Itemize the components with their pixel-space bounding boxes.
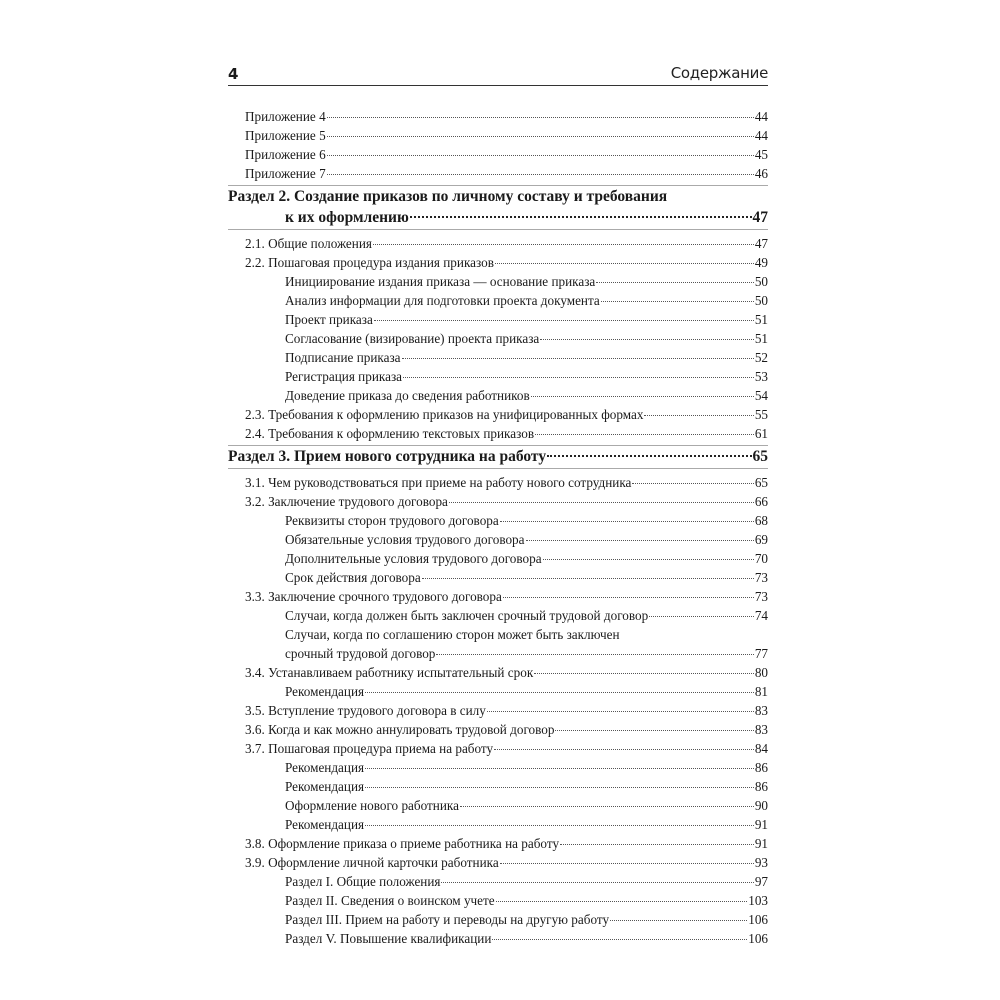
- toc-entry-title: Регистрация приказа: [285, 369, 403, 384]
- toc-entry[interactable]: [228, 720, 768, 739]
- toc-entry-title: 3.2. Заключение трудового договора: [245, 494, 448, 509]
- dot-leader: [327, 155, 754, 156]
- toc-entry-line: [228, 126, 768, 145]
- toc-entry[interactable]: [228, 492, 768, 511]
- toc-page-number: 66: [754, 494, 768, 509]
- toc-entry-title: 3.7. Пошаговая процедура приема на работу: [245, 741, 494, 756]
- toc-entry-title: Рекомендация: [285, 760, 365, 775]
- toc-page-number: 97: [754, 874, 768, 889]
- toc-entry-title: 3.6. Когда и как можно аннулировать трудовой договор: [245, 722, 555, 737]
- toc-entry-line: [228, 891, 768, 910]
- toc-page-number: 51: [754, 331, 768, 346]
- toc-entry-title: Приложение 7: [245, 166, 326, 181]
- toc-entry-title: 3.8. Оформление приказа о приеме работника на работу: [245, 836, 560, 851]
- dot-leader: [365, 825, 754, 826]
- toc-entry-line: [228, 815, 768, 834]
- toc-entry-line: [228, 424, 768, 443]
- toc-entry-line: [228, 367, 768, 386]
- toc-page-number: 54: [754, 388, 768, 403]
- toc-entry[interactable]: [228, 310, 768, 329]
- running-header: [228, 63, 768, 86]
- toc-page-number: 77: [754, 646, 768, 661]
- toc-page-number: 55: [754, 407, 768, 422]
- toc-entry[interactable]: [228, 606, 768, 625]
- toc-entry-line: [228, 568, 768, 587]
- toc-entry-title-continued: к их оформлению: [285, 209, 409, 226]
- dot-leader: [365, 787, 754, 788]
- toc-entry[interactable]: [228, 853, 768, 872]
- toc-entry-title: Доведение приказа до сведения работников: [285, 388, 530, 403]
- toc-entry[interactable]: [228, 405, 768, 424]
- dot-leader: [526, 540, 754, 541]
- toc-entry-title: 2.3. Требования к оформлению приказов на унифицированных формах: [245, 407, 644, 422]
- dot-leader: [496, 901, 748, 902]
- toc-entry[interactable]: [228, 367, 768, 386]
- dot-leader: [436, 654, 753, 655]
- toc-entry-title: 3.9. Оформление личной карточки работника: [245, 855, 499, 870]
- dot-leader: [610, 920, 747, 921]
- toc-entry-line: [228, 530, 768, 549]
- toc-page-number: 61: [754, 426, 768, 441]
- toc-entry[interactable]: [228, 234, 768, 253]
- toc-entry-line: [228, 107, 768, 126]
- toc-entry[interactable]: [228, 568, 768, 587]
- toc-entry-line: [228, 272, 768, 291]
- toc-page-number: 84: [754, 741, 768, 756]
- toc-entry-line: [228, 446, 768, 467]
- dot-leader: [547, 455, 751, 457]
- toc-entry-title: Случаи, когда должен быть заключен срочный трудовой договор: [285, 608, 649, 623]
- toc-entry-title: Раздел 3. Прием нового сотрудника на работу: [228, 448, 547, 465]
- toc-entry-line: [228, 405, 768, 424]
- dot-leader: [543, 559, 754, 560]
- toc-entry-line: [228, 910, 768, 929]
- toc-entry-line: [228, 291, 768, 310]
- toc-entry[interactable]: [228, 164, 768, 183]
- toc-entry-line: [228, 186, 768, 207]
- toc-entry-line: [228, 253, 768, 272]
- page-number: 4: [228, 65, 239, 83]
- toc-entry-title: 2.4. Требования к оформлению текстовых приказов: [245, 426, 535, 441]
- toc-entry[interactable]: [228, 348, 768, 367]
- toc-entry[interactable]: [228, 815, 768, 834]
- toc-entry[interactable]: [228, 511, 768, 530]
- toc-entry-title: Срок действия договора: [285, 570, 421, 585]
- toc-entry[interactable]: [228, 549, 768, 568]
- toc-entry-line: [228, 234, 768, 253]
- toc-page-number: 93: [754, 855, 768, 870]
- toc-entry-title: Раздел I. Общие положения: [285, 874, 441, 889]
- toc-entry-line: [228, 587, 768, 606]
- toc-section-heading[interactable]: [228, 185, 768, 230]
- toc-page-number: 69: [754, 532, 768, 547]
- toc-entry-line: [228, 473, 768, 492]
- dot-leader: [494, 749, 754, 750]
- toc-entry-line: [228, 663, 768, 682]
- toc-page-number: 81: [754, 684, 768, 699]
- toc-entry[interactable]: [228, 834, 768, 853]
- toc-entry-title: Рекомендация: [285, 779, 365, 794]
- dot-leader: [503, 597, 754, 598]
- toc-entry-title: Реквизиты сторон трудового договора: [285, 513, 499, 528]
- toc-entry-line: [228, 625, 768, 644]
- dot-leader: [500, 863, 754, 864]
- toc-entry[interactable]: [228, 107, 768, 126]
- toc-entry[interactable]: [228, 625, 768, 663]
- toc-entry[interactable]: [228, 910, 768, 929]
- toc-entry[interactable]: [228, 739, 768, 758]
- dot-leader: [632, 483, 753, 484]
- toc-entry[interactable]: [228, 291, 768, 310]
- toc-entry-line: [228, 348, 768, 367]
- toc-entry[interactable]: [228, 929, 768, 948]
- dot-leader: [540, 339, 754, 340]
- toc-page-number: 45: [754, 147, 768, 162]
- dot-leader: [441, 882, 753, 883]
- dot-leader: [601, 301, 754, 302]
- toc-entry-title: Случаи, когда по соглашению сторон может быть заключен: [285, 627, 620, 642]
- toc-entry-title: Раздел V. Повышение квалификации: [285, 931, 492, 946]
- toc-entry-title-continued: срочный трудовой договор: [285, 646, 436, 661]
- toc-entry[interactable]: [228, 145, 768, 164]
- toc-page-number: 50: [754, 293, 768, 308]
- dot-leader: [327, 117, 754, 118]
- toc-entry-title: 3.5. Вступление трудового договора в силу: [245, 703, 486, 718]
- toc-page-number: 65: [752, 448, 768, 465]
- toc-entry-title: Рекомендация: [285, 684, 365, 699]
- toc-entry-title: Приложение 4: [245, 109, 326, 124]
- toc-entry[interactable]: [228, 424, 768, 443]
- toc-page-number: 91: [754, 836, 768, 851]
- dot-leader: [487, 711, 754, 712]
- toc-entry-line: [228, 310, 768, 329]
- toc-page-number: 73: [754, 570, 768, 585]
- toc-entry[interactable]: [228, 682, 768, 701]
- toc-entry-title: 3.4. Устанавливаем работнику испытательный срок: [245, 665, 534, 680]
- toc-page-number: 50: [754, 274, 768, 289]
- toc-entry-line: [228, 834, 768, 853]
- toc-entry-line: [228, 796, 768, 815]
- toc-entry-title: 3.3. Заключение срочного трудового договора: [245, 589, 502, 604]
- toc-section-heading[interactable]: [228, 445, 768, 469]
- toc-entry-title: Рекомендация: [285, 817, 365, 832]
- dot-leader: [402, 358, 754, 359]
- dot-leader: [374, 320, 754, 321]
- toc-entry-line: [228, 164, 768, 183]
- toc-page-number: 91: [754, 817, 768, 832]
- toc-entry-title: Дополнительные условия трудового договора: [285, 551, 542, 566]
- dot-leader: [535, 434, 754, 435]
- toc-entry[interactable]: [228, 126, 768, 145]
- running-title: Содержание: [670, 64, 768, 82]
- dot-leader: [644, 415, 753, 416]
- dot-leader: [365, 768, 754, 769]
- toc-page-number: 73: [754, 589, 768, 604]
- toc-page-number: 52: [754, 350, 768, 365]
- toc-page-number: 90: [754, 798, 768, 813]
- toc-page-number: 44: [754, 109, 768, 124]
- toc-page-number: 49: [754, 255, 768, 270]
- toc-entry[interactable]: [228, 530, 768, 549]
- toc-entry[interactable]: [228, 386, 768, 405]
- toc-entry-title: Подписание приказа: [285, 350, 401, 365]
- dot-leader: [327, 174, 754, 175]
- toc-entry-line: [228, 739, 768, 758]
- dot-leader: [555, 730, 753, 731]
- toc-entry-title: Раздел III. Прием на работу и переводы на другую работу: [285, 912, 610, 927]
- toc-page-number: 74: [754, 608, 768, 623]
- toc-page-number: 80: [754, 665, 768, 680]
- toc-page-number: 68: [754, 513, 768, 528]
- toc-page-number: 51: [754, 312, 768, 327]
- toc-entry-title: Приложение 5: [245, 128, 326, 143]
- toc-page-number: 83: [754, 703, 768, 718]
- table-of-contents: [228, 107, 768, 948]
- toc-entry-line: [228, 644, 768, 663]
- toc-page-number: 65: [754, 475, 768, 490]
- toc-page-number: 103: [748, 893, 768, 908]
- toc-entry-line: [228, 720, 768, 739]
- toc-entry-line: [228, 207, 768, 228]
- toc-entry[interactable]: [228, 758, 768, 777]
- toc-entry[interactable]: [228, 891, 768, 910]
- toc-entry-line: [228, 492, 768, 511]
- toc-entry-title: Инициирование издания приказа — основание приказа: [285, 274, 596, 289]
- dot-leader: [649, 616, 754, 617]
- toc-page-number: 44: [754, 128, 768, 143]
- toc-page-number: 47: [754, 236, 768, 251]
- toc-entry-line: [228, 511, 768, 530]
- toc-entry-line: [228, 777, 768, 796]
- toc-page-number: 53: [754, 369, 768, 384]
- toc-entry-title: Оформление нового работника: [285, 798, 459, 813]
- toc-page-number: 70: [754, 551, 768, 566]
- toc-entry[interactable]: [228, 329, 768, 348]
- toc-entry-line: [228, 853, 768, 872]
- toc-entry[interactable]: [228, 872, 768, 891]
- dot-leader: [534, 673, 754, 674]
- dot-leader: [403, 377, 754, 378]
- toc-entry-title: Приложение 6: [245, 147, 326, 162]
- toc-page-number: 47: [752, 209, 768, 226]
- dot-leader: [410, 216, 752, 218]
- toc-entry[interactable]: [228, 272, 768, 291]
- toc-entry-title: Обязательные условия трудового договора: [285, 532, 525, 547]
- toc-entry[interactable]: [228, 587, 768, 606]
- dot-leader: [492, 939, 747, 940]
- toc-entry[interactable]: [228, 701, 768, 720]
- dot-leader: [373, 244, 754, 245]
- dot-leader: [460, 806, 754, 807]
- toc-entry-line: [228, 872, 768, 891]
- dot-leader: [449, 502, 754, 503]
- dot-leader: [422, 578, 754, 579]
- dot-leader: [500, 521, 754, 522]
- toc-entry-title: Раздел II. Сведения о воинском учете: [285, 893, 495, 908]
- toc-entry-line: [228, 549, 768, 568]
- toc-entry[interactable]: [228, 796, 768, 815]
- dot-leader: [327, 136, 754, 137]
- toc-entry-line: [228, 386, 768, 405]
- toc-entry-line: [228, 606, 768, 625]
- toc-entry[interactable]: [228, 253, 768, 272]
- toc-entry-title: 2.1. Общие положения: [245, 236, 372, 251]
- toc-entry[interactable]: [228, 473, 768, 492]
- toc-entry-title: 3.1. Чем руководствоваться при приеме на работу нового сотрудника: [245, 475, 632, 490]
- dot-leader: [495, 263, 754, 264]
- toc-page-number: 106: [748, 912, 768, 927]
- toc-entry-title: Анализ информации для подготовки проекта документа: [285, 293, 600, 308]
- toc-entry-title: Согласование (визирование) проекта приказа: [285, 331, 540, 346]
- toc-page-number: 86: [754, 760, 768, 775]
- toc-entry[interactable]: [228, 663, 768, 682]
- toc-page-number: 83: [754, 722, 768, 737]
- toc-entry-title: Раздел 2. Создание приказов по личному составу и требования: [228, 188, 668, 205]
- toc-entry-line: [228, 701, 768, 720]
- toc-page-number: 106: [748, 931, 768, 946]
- toc-entry-line: [228, 145, 768, 164]
- toc-entry-line: [228, 682, 768, 701]
- toc-page-number: 46: [754, 166, 768, 181]
- dot-leader: [596, 282, 754, 283]
- toc-page-number: 86: [754, 779, 768, 794]
- toc-entry-title: Проект приказа: [285, 312, 373, 327]
- toc-entry-line: [228, 329, 768, 348]
- toc-entry[interactable]: [228, 777, 768, 796]
- dot-leader: [560, 844, 754, 845]
- toc-entry-title: 2.2. Пошаговая процедура издания приказов: [245, 255, 494, 270]
- dot-leader: [365, 692, 754, 693]
- toc-entry-line: [228, 758, 768, 777]
- dot-leader: [531, 396, 754, 397]
- toc-entry-line: [228, 929, 768, 948]
